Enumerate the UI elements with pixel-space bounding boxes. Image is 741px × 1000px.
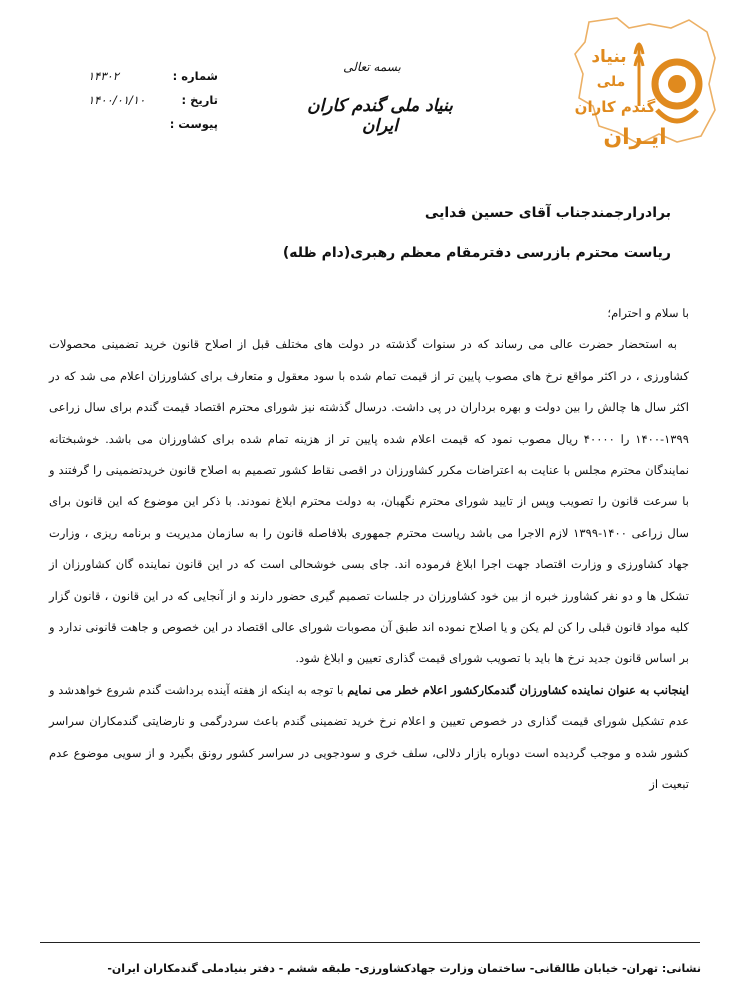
date-label: تاریخ : bbox=[181, 93, 218, 107]
addressee-name: برادرارجمندجناب آقای حسین فدایی bbox=[424, 205, 671, 221]
body-paragraph-2-text: با توجه به اینکه از هفته آینده برداشت گندم شروع خواهدشد و عدم تشکیل شورای قیمت گذاری در خصوص تعیین و اعلام نرخ خرید تضمینی گندم باعث سردرگمی و نارضایتی گندمکاران سراسر کشور شده و موجب گردیده است دوباره بازار دلالی، سلف خری و سودجویی در سراسر کشور رونق بگیرد و از سویی موضوع عدم تبعیت از bbox=[49, 682, 689, 792]
number-value: ۱۴۳۰۲ bbox=[88, 69, 119, 83]
wheat-icon bbox=[635, 44, 643, 106]
gear-icon bbox=[655, 62, 699, 106]
number-label: شماره : bbox=[172, 69, 218, 83]
footer-address: نشانی: تهران- خیابان طالقانی- ساختمان وزارت جهادکشاورزی- طبقه ششم - دفتر بنیادملی گندمکاران ایران- bbox=[107, 962, 701, 975]
warning-statement: اینجانب به عنوان نماینده کشاورزان گندمکارکشور اعلام خطر می نمایم bbox=[347, 682, 689, 697]
logo-line4: ایـران bbox=[603, 125, 667, 150]
hands-icon bbox=[657, 110, 697, 121]
letter-meta bbox=[88, 64, 218, 136]
greeting: با سلام و احترام؛ bbox=[607, 306, 689, 320]
letter-body bbox=[49, 298, 689, 801]
attachment-label: پیوست : bbox=[169, 117, 218, 131]
basmala: بسمه تعالی bbox=[343, 60, 401, 74]
logo-line3: گندم کاران bbox=[574, 98, 656, 116]
addressee-title: ریاست محترم بازرسی دفترمقام معظم رهبری(دام ظله) bbox=[282, 245, 671, 261]
logo-line2: ملی bbox=[596, 74, 626, 90]
body-paragraph-1: به استحضار حضرت عالی می رساند که در سنوات گذشته در دولت های مختلف قبل از اصلاح قانون خرید تضمینی محصولات کشاورزی ، در اکثر مواقع نرخ های مصوب پایین تر از قیمت تمام شده با سود معقول و متعارف برای کشاورزان اعلام می شد که در اکثر سال ها چالش را بین دولت و بهره برداران در پی داشت. درسال گذشته نیز شورای محترم اقتصاد قیمت گندم برای سال زراعی ۱۳۹۹-۱۴۰۰ را ۴۰۰۰۰ ریال مصوب نمود که قیمت اعلام شده پایین تر از هزینه تمام شده برای کشاورزان می باشد. خوشبختانه نمایندگان محترم مجلس با عنایت به اعتراضات مکرر کشاورزان در اقصی نقاط کشور تصمیم به اصلاح قانون خریدتضمینی را گرفتند و با سرعت قانون را تصویب وپس از تایید شورای محترم نگهبان، به دولت محترم ابلاغ نمودند. با ذکر این موضوع که این قانون برای سال زراعی ۱۴۰۰-۱۳۹۹ لازم الاجرا می باشد ریاست محترم جمهوری بلافاصله قانون را به سازمان مدیریت و برنامه ریزی ، وزارت جهاد کشاورزی و وزارت اقتصاد جهت اجرا ابلاغ فرموده اند. جای بسی خوشحالی است که در این قانون نماینده گان کشاورزان از تشکل ها و دو نفر کشاورز خبره از بین خود کشاورزان در جلسات تصمیم گیری حضور دارند و از آنجایی که در این قانون ، قانون گزار کلیه مواد قانون قبلی را کن لم یکن و یا اصلاح نموده اند طبق آن مصوبات شورای عالی اقتصاد در این خصوص و جاهت قانونی ندارد و بر اساس قانون جدید نرخ ها باید با تصویب شورای قیمت گذاری تعیین و ابلاغ شود. bbox=[49, 337, 689, 666]
org-calligraphy-title: بنیاد ملی گندم کاران ایران bbox=[307, 96, 453, 136]
body-paragraph-2 bbox=[49, 675, 689, 801]
date-value: ۱۴۰۰/۰۱/۱۰ bbox=[88, 93, 146, 107]
footer-divider bbox=[40, 942, 700, 943]
logo-line1: بنیاد bbox=[591, 47, 627, 67]
foundation-logo bbox=[569, 14, 719, 154]
